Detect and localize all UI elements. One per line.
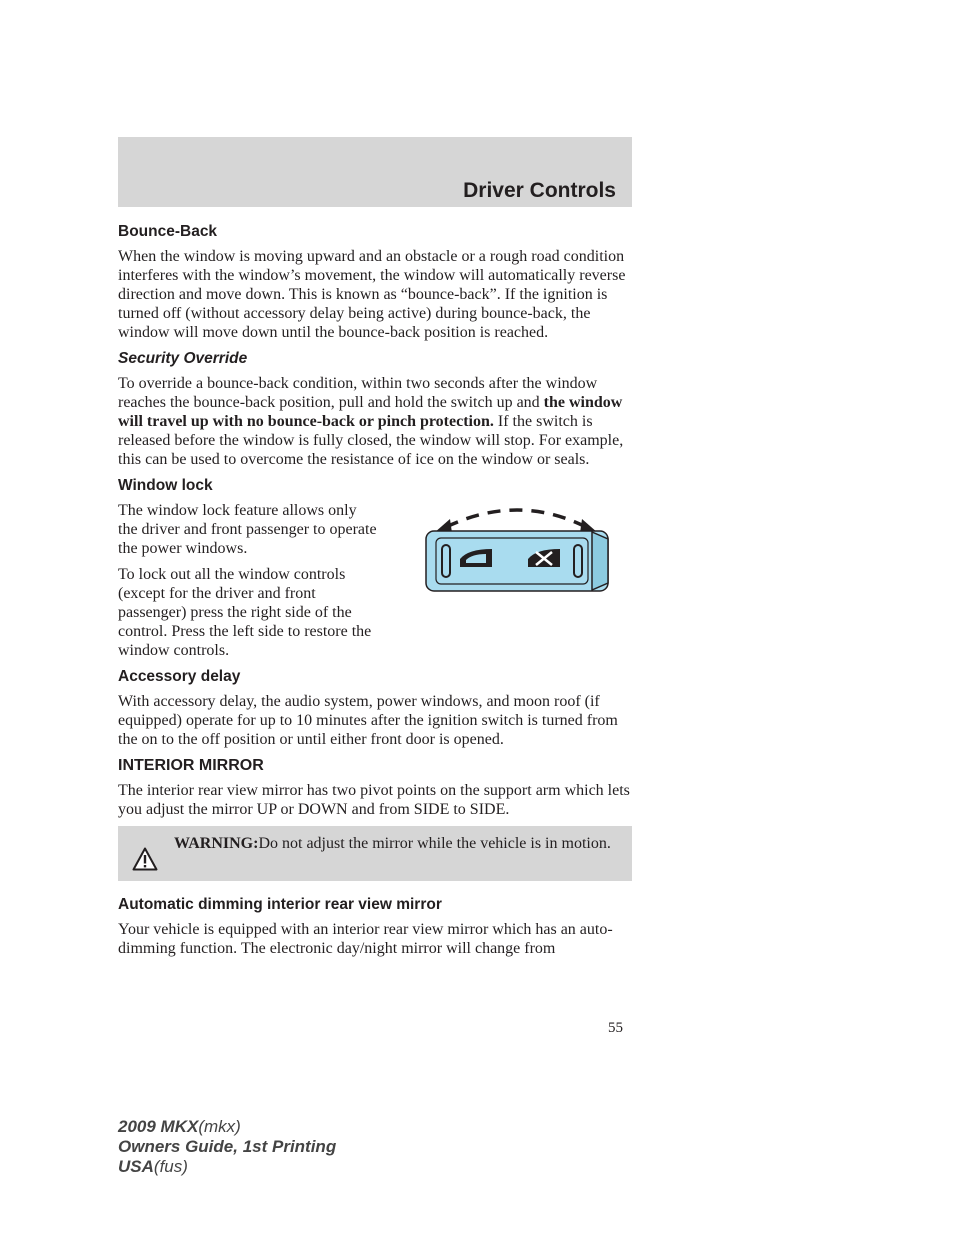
warning-triangle-icon [132, 847, 158, 871]
paragraph-security-override [118, 374, 632, 469]
warning-message: Do not adjust the mirror while the vehicle is in motion. [258, 835, 611, 852]
window-lock-section [118, 501, 632, 667]
security-text-bold: the window will travel up with no bounce-back or pinch protection. [118, 394, 623, 430]
footer-line-region [118, 1157, 336, 1177]
window-lock-switch-illustration [422, 505, 614, 595]
footer-region: USA [118, 1157, 154, 1176]
heading-window-lock: Window lock [118, 477, 213, 494]
footer-model: 2009 MKX [118, 1117, 199, 1136]
section-title: Driver Controls [463, 179, 616, 202]
warning-text [174, 834, 611, 853]
paragraph-interior-mirror: The interior rear view mirror has two pivot points on the support arm which lets you adjust the mirror UP or DOWN and from SIDE to SIDE. [118, 782, 630, 818]
switch-face [436, 538, 588, 584]
footer [118, 1117, 336, 1177]
paragraph-bounce-back: When the window is moving upward and an obstacle or a rough road condition interferes with the window’s movement, the window will automatically reverse direction and move down. This is known as “bounce-back”. If the ignition is turned off (without accessory delay being active) during bounce-back, the window will move down until the bounce-back position is reached. [118, 248, 626, 341]
heading-auto-dimming: Automatic dimming interior rear view mirror [118, 896, 442, 913]
heading-bounce-back: Bounce-Back [118, 223, 218, 240]
paragraph-auto-dimming: Your vehicle is equipped with an interior rear view mirror which has an auto-dimming function. The electronic day/night mirror will change from [118, 921, 613, 957]
footer-guide: Owners Guide, 1st Printing [118, 1137, 337, 1156]
page-number: 55 [608, 1020, 623, 1036]
window-lock-text [118, 501, 380, 667]
heading-interior-mirror: INTERIOR MIRROR [118, 757, 264, 774]
header-band [118, 137, 632, 207]
warning-label: WARNING: [174, 835, 259, 852]
warning-box [118, 826, 632, 881]
security-text-end: If the switch is released before the window is fully closed, the window will stop. For example, this can be used to overcome the resistance of ice on the window or seals. [118, 413, 624, 468]
paragraph-window-lock-2: To lock out all the window controls (except for the driver and front passenger) press the right side of the control. Press the left side to restore the window controls. [118, 566, 372, 659]
double-headed-dashed-arrow [446, 510, 586, 527]
security-text-start: To override a bounce-back condition, within two seconds after the window reaches the bounce-back position, pull and hold the switch up and [118, 375, 598, 411]
footer-model-code: (mkx) [198, 1117, 241, 1136]
switch-side [592, 532, 608, 590]
footer-line-model [118, 1117, 336, 1137]
heading-security-override: Security Override [118, 350, 248, 367]
page-content [118, 222, 632, 965]
paragraph-window-lock-1: The window lock feature allows only the driver and front passenger to operate the power windows. [118, 502, 377, 557]
heading-accessory-delay: Accessory delay [118, 668, 241, 685]
footer-region-code: (fus) [153, 1157, 188, 1176]
paragraph-accessory-delay: With accessory delay, the audio system, power windows, and moon roof (if equipped) operate for up to 10 minutes after the ignition switch is turned from the on to the off position or until either front door is opened. [118, 693, 618, 748]
